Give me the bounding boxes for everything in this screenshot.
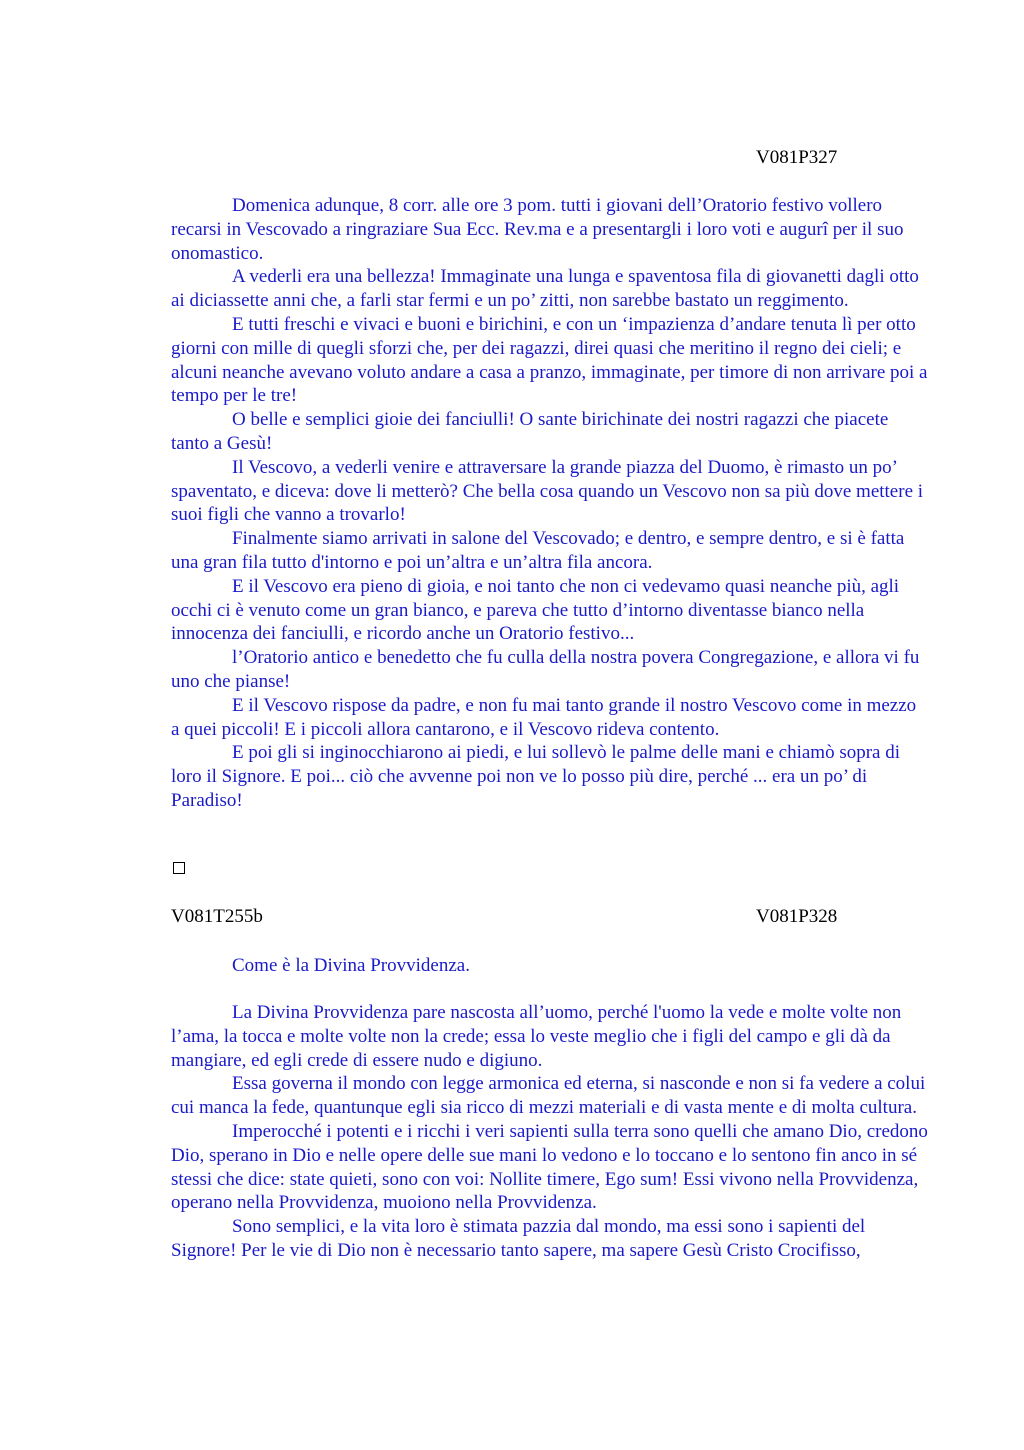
paragraph: Imperocché i potenti e i ricchi i veri sapienti sulla terra sono quelli che amano Dio, credono Dio, sperano in Dio e nelle opere delle sue mani lo vedono e lo toccano e lo sentono fin anco in sé stessi che dice: state quieti, sono con voi: Nollite timere, Ego sum! Essi vivono nella Provvidenza, operano nella Provvidenza, muoiono nella Provvidenza. (171, 1120, 928, 1214)
paragraph: E il Vescovo rispose da padre, e non fu mai tanto grande il nostro Vescovo come in mezzo a quei piccoli! E i piccoli allora cantarono, e il Vescovo rideva contento. (171, 694, 917, 740)
paragraph: Domenica adunque, 8 corr. alle ore 3 pom. tutti i giovani dell’Oratorio festivo vollero recarsi in Vescovado a ringraziare Sua Ecc. Rev.ma e a presentargli i loro voti e augurî per il suo onomastico. (171, 195, 904, 264)
paragraph: Finalmente siamo arrivati in salone del Vescovado; e dentro, e sempre dentro, e si è fatta una gran fila tutto d'intorno e poi un’altra e un’altra fila ancora. (171, 528, 905, 573)
paragraph: O belle e semplici gioie dei fanciulli! O sante birichinate dei nostri ragazzi che piacete tanto a Gesù! (171, 409, 889, 454)
paragraph: Essa governa il mondo con legge armonica ed eterna, si nasconde e non si fa vedere a colui cui manca la fede, quantunque egli sia ricco di mezzi materiali e di vasta mente e di molta cultura. (171, 1073, 926, 1119)
paragraph: La Divina Provvidenza pare nascosta all’uomo, perché l'uomo la vede e molte volte non l’ama, la tocca e molte volte non la crede; essa lo veste meglio che i figli del campo e gli dà da mangiare, ed egli crede di essere nudo e digiuno. (171, 1002, 902, 1071)
paragraph: A vederli era una bellezza! Immaginate una lunga e spaventosa fila di giovanetti dagli otto ai diciassette anni che, a farli star fermi e un po’ zitti, non sarebbe bastato un reggimento. (171, 266, 919, 312)
paragraph: E tutti freschi e vivaci e buoni e birichini, e con un ‘impazienza d’andare tenuta lì per otto giorni con mille di quegli sforzi che, per dei ragazzi, direi quasi che meritino il regno dei cieli; e alcuni neanche avevano voluto andare a casa a pranzo, immaginate, per timore di non arrivare poi a tempo per le tre! (171, 313, 928, 407)
section-title: Come è la Divina Provvidenza. (232, 955, 470, 976)
paragraph: Sono semplici, e la vita loro è stimata pazzia dal mondo, ma essi sono i sapienti del Signore! Per le vie di Dio non è necessario tanto sapere, ma sapere Gesù Cristo Crocifisso, (171, 1216, 866, 1261)
section-code: V081T255b (171, 906, 263, 927)
page-code-top: V081P327 (756, 147, 838, 168)
square-box-icon (173, 862, 185, 874)
page-code-middle: V081P328 (756, 906, 838, 927)
text-block-oratorio (171, 194, 929, 813)
paragraph: l’Oratorio antico e benedetto che fu culla della nostra povera Congregazione, e allora vi fu uno che pianse! (171, 647, 920, 692)
paragraph: E poi gli si inginocchiarono ai piedi, e lui sollevò le palme delle mani e chiamò sopra di loro il Signore. E poi... ciò che avvenne poi non ve lo posso più dire, perché ... era un po’ di Paradiso! (171, 742, 900, 811)
text-block-provvidenza (171, 1001, 929, 1263)
paragraph: E il Vescovo era pieno di gioia, e noi tanto che non ci vedevamo quasi neanche più, agli occhi ci è venuto come un gran bianco, e pareva che tutto d’intorno diventasse bianco nella innocenza dei fanciulli, e ricordo anche un Oratorio festivo... (171, 575, 900, 645)
paragraph: Il Vescovo, a vederli venire e attraversare la grande piazza del Duomo, è rimasto un po’ spaventato, e diceva: dove li metterò? Che bella cosa quando un Vescovo non sa più dove mettere i suoi figli che vanno a trovarlo! (171, 456, 924, 526)
